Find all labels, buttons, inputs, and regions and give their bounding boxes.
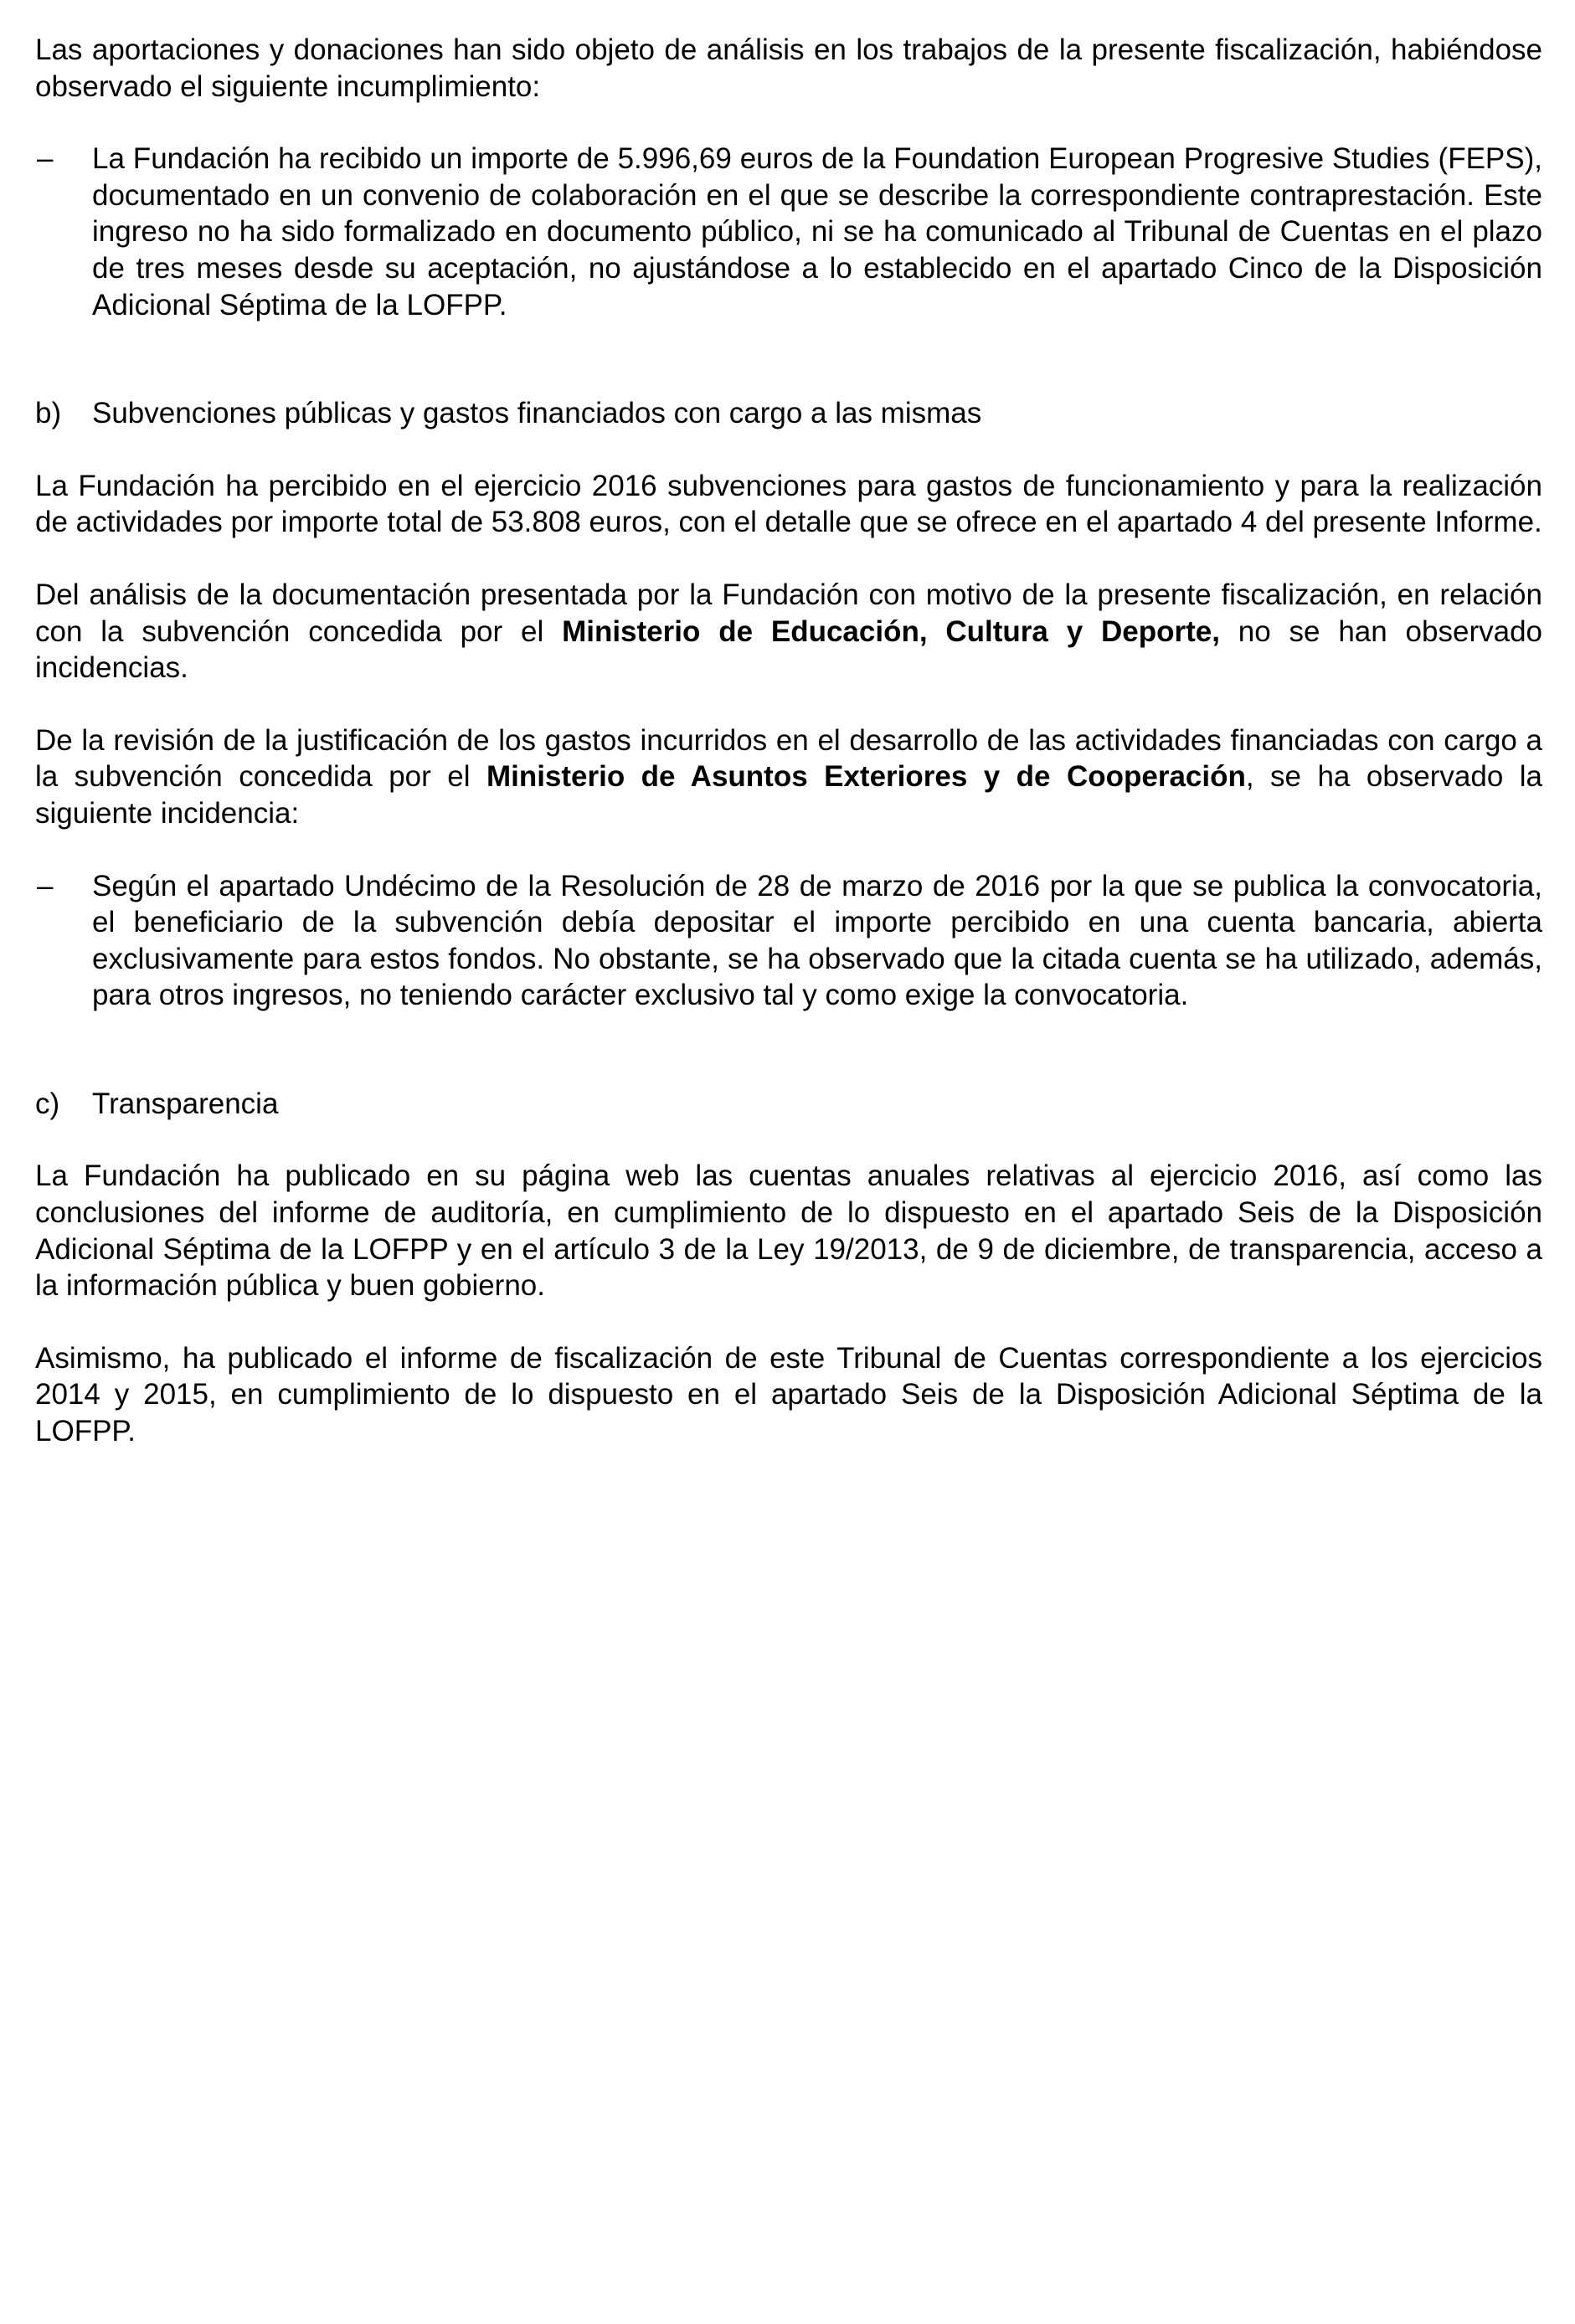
paragraph-text: no se han observado incidencias. [35,614,1542,685]
intro-paragraph: Las aportaciones y donaciones han sido objeto de análisis en los trabajos de la presente fiscalización, habiéndose observado el siguiente incumplimiento: [35,33,1542,103]
foreign-affairs-paragraph [35,722,1542,832]
section-letter: b) [35,397,62,430]
spacer [35,432,1542,468]
paragraph-text: De la revisión de la justificación de los gastos incurridos en el desarrollo de las actividades financiadas con cargo a la subvención concedida por el [35,723,1542,794]
transparency-paragraph: La Fundación ha publicado en su página web las cuentas anuales relativas al ejercicio 2016, así como las conclusiones del informe de auditoría, en cumplimiento de lo dispuesto en el apartado Seis de la Disposición Adicional Séptima de la LOFPP y en el artículo 3 de la Ley 19/2013, de 9 de diciembre, de transparencia, acceso a la información pública y buen gobierno. [35,1159,1542,1303]
spacer [35,686,1542,722]
spacer [35,1122,1542,1158]
bullet-dash: – [37,142,54,176]
spacer [35,832,1542,868]
spacer [35,105,1542,141]
education-ministry-paragraph [35,577,1542,686]
bullet-bank-account [35,868,1542,1014]
section-letter: c) [35,1087,60,1120]
paragraph-text: , se ha observado la siguiente incidencia: [35,760,1542,830]
paragraph-text: Del análisis de la documentación presentada por la Fundación con motivo de la presente fiscalización, en relación con la subvención concedida por el [35,578,1542,648]
bullet-text: La Fundación ha recibido un importe de 5.996,69 euros de la Foundation European Progresive Studies (FEPS), documentado en un convenio de colaboración en el que se describe la correspondiente contraprestación. Este ingreso no ha sido formalizado en documento público, ni se ha comunicado al Tribunal de Cuentas en el plazo de tres meses desde su aceptación, no ajustándose a lo establecido en el apartado Cinco de la Disposición Adicional Séptima de la LOFPP. [92,142,1542,321]
spacer [35,541,1542,577]
ministry-name: Ministerio de Asuntos Exteriores y de Cooperación [486,760,1246,794]
bullet-dash: – [37,869,54,902]
document-page [35,32,1542,1450]
subsidies-total-paragraph: La Fundación ha percibido en el ejercicio 2016 subvenciones para gastos de funcionamiento y para la realización de actividades por importe total de 53.808 euros, con el detalle que se ofrece en el apartado 4 del presente Informe. [35,469,1542,539]
section-title: Transparencia [92,1087,279,1120]
ministry-name: Ministerio de Educación, Cultura y Deporte, [562,614,1220,648]
bullet-text: Según el apartado Undécimo de la Resolución de 28 de marzo de 2016 por la que se publica la convocatoria, el beneficiario de la subvención debía depositar el importe percibido en una cuenta bancaria, abierta exclusivamente para estos fondos. No obstante, se ha observado que la citada cuenta se ha utilizado, además, para otros ingresos, no teniendo carácter exclusivo tal y como exige la convocatoria. [92,869,1542,1012]
spacer [35,1304,1542,1340]
spacer [35,323,1542,395]
section-b-heading [35,395,1542,432]
section-c-heading [35,1086,1542,1123]
audit-report-paragraph: Asimismo, ha publicado el informe de fiscalización de este Tribunal de Cuentas correspondiente a los ejercicios 2014 y 2015, en cumplimiento de lo dispuesto en el apartado Seis de la Disposición Adicional Séptima de la LOFPP. [35,1341,1542,1448]
section-title: Subvenciones públicas y gastos financiados con cargo a las mismas [92,397,982,430]
spacer [35,1014,1542,1086]
bullet-feps-donation [35,141,1542,323]
